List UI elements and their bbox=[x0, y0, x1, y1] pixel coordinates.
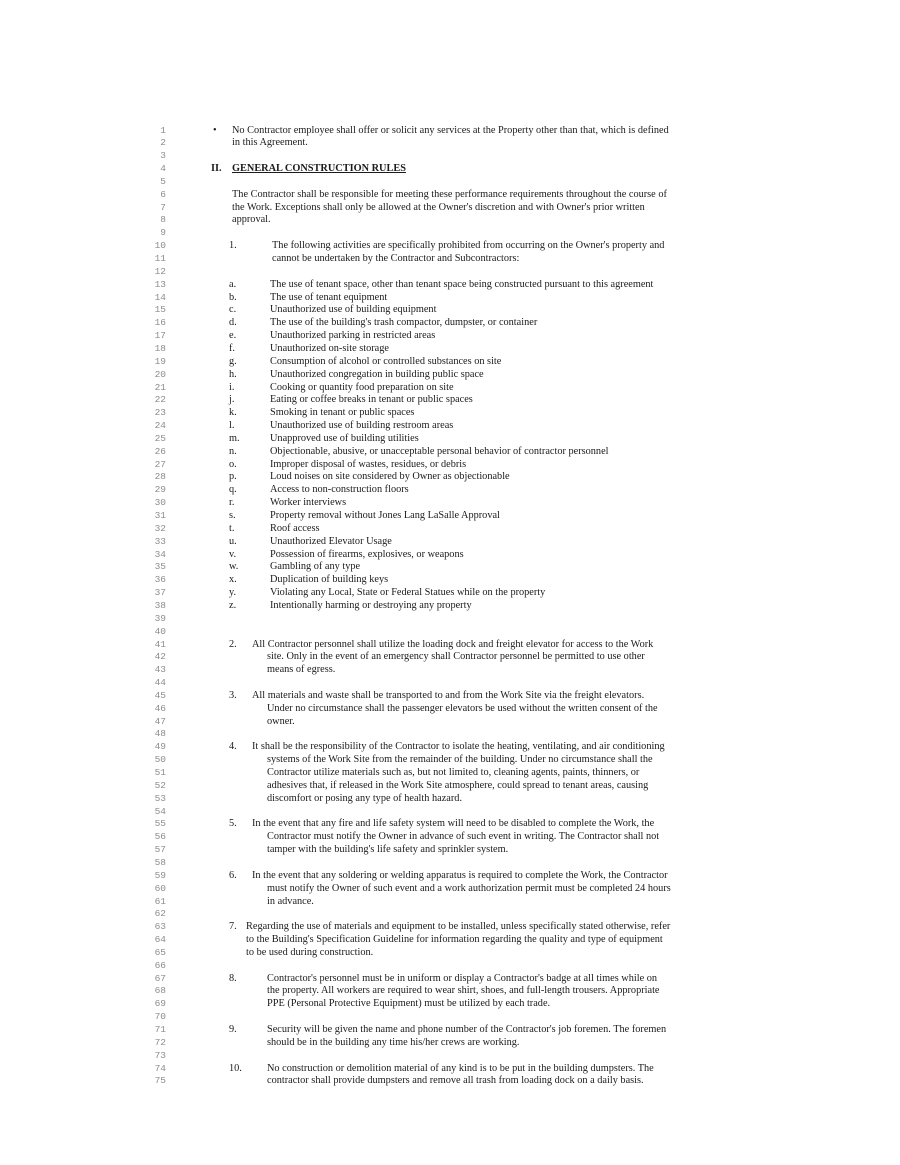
line-number: 47 bbox=[154, 715, 166, 727]
prohibited-item-letter: p. bbox=[229, 471, 237, 483]
prohibited-item-letter: x. bbox=[229, 574, 237, 586]
rule-number: 3. bbox=[229, 689, 237, 701]
line-number: 41 bbox=[154, 638, 166, 650]
prohibited-item-letter: g. bbox=[229, 355, 237, 367]
rule-line: PPE (Personal Protective Equipment) must be utilized by each trade. bbox=[267, 998, 551, 1010]
prohibited-item-letter: e. bbox=[229, 330, 237, 342]
prohibited-item-letter: k. bbox=[229, 407, 237, 419]
line-number: 20 bbox=[154, 368, 166, 380]
line-number: 42 bbox=[154, 651, 166, 663]
prohibited-item-letter: u. bbox=[229, 535, 237, 547]
prohibited-item-text: Intentionally harming or destroying any property bbox=[270, 599, 472, 611]
prohibited-item-letter: f. bbox=[229, 342, 236, 354]
rule-line: Security will be given the name and phone number of the Contractor's job foremen. The foremen bbox=[267, 1024, 667, 1035]
rule-number: 1. bbox=[229, 240, 237, 252]
line-number: 10 bbox=[154, 240, 166, 252]
rule-line: cannot be undertaken by the Contractor and Subcontractors: bbox=[272, 253, 520, 264]
line-number: 48 bbox=[154, 728, 166, 740]
rule-line: adhesives that, if released in the Work Site atmosphere, could spread to tenant areas, causing bbox=[267, 779, 649, 791]
prohibited-item-letter: n. bbox=[229, 445, 237, 457]
line-number: 27 bbox=[154, 458, 166, 470]
rule-line: It shall be the responsibility of the Contractor to isolate the heating, ventilating, and air conditioning bbox=[252, 741, 665, 753]
prohibited-item-text: Unauthorized parking in restricted areas bbox=[270, 330, 436, 342]
rule-line: All Contractor personnel shall utilize the loading dock and freight elevator for access to the Work bbox=[252, 638, 654, 650]
prohibited-item-letter: a. bbox=[229, 278, 237, 290]
rule-line: systems of the Work Site from the remainder of the building. Under no circumstance shall the bbox=[267, 754, 653, 766]
line-number: 64 bbox=[154, 934, 166, 946]
prohibited-item-letter: c. bbox=[229, 304, 237, 316]
rule-line: The following activities are specifically prohibited from occurring on the Owner's property and bbox=[272, 240, 665, 252]
line-number: 62 bbox=[154, 908, 166, 920]
rule-line: to be used during construction. bbox=[246, 946, 374, 958]
rule-line: Contractor's personnel must be in uniform or display a Contractor's badge at all times while on bbox=[267, 972, 658, 984]
line-number: 46 bbox=[154, 702, 166, 714]
line-number: 57 bbox=[154, 844, 166, 856]
rule-line: means of egress. bbox=[267, 664, 336, 676]
line-number: 40 bbox=[154, 625, 166, 637]
intro-line: No Contractor employee shall offer or solicit any services at the Property other than that, which is defined bbox=[232, 124, 669, 136]
rule-number: 8. bbox=[229, 972, 237, 984]
section-intro-line: the Work. Exceptions shall only be allowed at the Owner's discretion and with Owner's prior written bbox=[232, 201, 645, 213]
line-number: 38 bbox=[154, 599, 166, 611]
rule-line: Contractor utilize materials such as, but not limited to, cleaning agents, paints, thinners, or bbox=[267, 767, 640, 778]
prohibited-item-text: Property removal without Jones Lang LaSalle Approval bbox=[270, 510, 500, 521]
line-number: 66 bbox=[154, 959, 166, 971]
rule-line: All materials and waste shall be transported to and from the Work Site via the freight elevators. bbox=[252, 689, 645, 701]
prohibited-item-text: Unauthorized on-site storage bbox=[270, 342, 389, 354]
rule-line: owner. bbox=[267, 715, 295, 727]
prohibited-item-text: Violating any Local, State or Federal Statues while on the property bbox=[270, 587, 546, 599]
prohibited-item-text: Unauthorized congregation in building public space bbox=[270, 368, 484, 380]
prohibited-item-letter: z. bbox=[229, 599, 237, 611]
line-number: 7 bbox=[160, 201, 166, 213]
prohibited-item-text: Consumption of alcohol or controlled substances on site bbox=[270, 355, 502, 367]
prohibited-item-text: Unauthorized use of building equipment bbox=[270, 304, 437, 316]
line-number: 13 bbox=[154, 278, 166, 290]
line-number: 39 bbox=[154, 612, 166, 624]
line-number: 52 bbox=[154, 779, 166, 791]
line-number: 35 bbox=[154, 561, 166, 573]
line-number: 56 bbox=[154, 831, 166, 843]
prohibited-item-text: Unauthorized Elevator Usage bbox=[270, 535, 392, 547]
prohibited-item-letter: o. bbox=[229, 458, 237, 470]
rule-number: 6. bbox=[229, 869, 237, 881]
rule-line: In the event that any fire and life safety system will need to be disabled to complete the Work, the bbox=[252, 818, 655, 830]
line-number: 54 bbox=[154, 805, 166, 817]
rule-line: Contractor must notify the Owner in advance of such event in writing. The Contractor shall not bbox=[267, 831, 660, 843]
line-number: 29 bbox=[154, 484, 166, 496]
rule-line: to the Building's Specification Guideline for information regarding the quality and type of equipment bbox=[246, 934, 663, 946]
prohibited-item-letter: l. bbox=[229, 420, 235, 432]
prohibited-item-text: Cooking or quantity food preparation on site bbox=[270, 381, 454, 393]
line-number: 31 bbox=[154, 510, 166, 521]
rule-line: the property. All workers are required to wear shirt, shoes, and full-length trousers. Appropriate bbox=[267, 985, 660, 997]
line-number: 5 bbox=[160, 175, 166, 187]
prohibited-item-letter: q. bbox=[229, 484, 237, 496]
prohibited-item-text: Smoking in tenant or public spaces bbox=[270, 407, 415, 419]
line-number: 50 bbox=[154, 754, 166, 766]
rule-number: 4. bbox=[229, 741, 237, 753]
line-number: 73 bbox=[154, 1049, 166, 1061]
prohibited-item-text: Duplication of building keys bbox=[270, 574, 389, 586]
rule-line: contractor shall provide dumpsters and remove all trash from loading dock on a daily basis. bbox=[267, 1075, 644, 1087]
prohibited-item-text: Gambling of any type bbox=[270, 561, 361, 573]
rule-line: in advance. bbox=[267, 895, 314, 907]
prohibited-item-letter: y. bbox=[229, 587, 237, 599]
line-number: 11 bbox=[154, 253, 166, 264]
line-number: 55 bbox=[154, 818, 166, 830]
prohibited-item-text: Objectionable, abusive, or unacceptable personal behavior of contractor personnel bbox=[270, 445, 609, 457]
line-number: 74 bbox=[154, 1062, 166, 1074]
prohibited-item-text: Improper disposal of wastes, residues, or debris bbox=[270, 458, 467, 470]
prohibited-item-text: Loud noises on site considered by Owner as objectionable bbox=[270, 471, 510, 483]
line-number: 68 bbox=[154, 985, 166, 997]
rule-line: In the event that any soldering or welding apparatus is required to complete the Work, the Contractor bbox=[252, 869, 668, 881]
line-number: 44 bbox=[154, 677, 166, 689]
line-number: 63 bbox=[154, 921, 166, 933]
prohibited-item-text: Unauthorized use of building restroom areas bbox=[270, 420, 454, 432]
prohibited-item-letter: d. bbox=[229, 317, 237, 329]
prohibited-item-letter: r. bbox=[229, 497, 235, 509]
prohibited-item-text: Access to non-construction floors bbox=[270, 484, 409, 496]
line-number: 36 bbox=[154, 574, 166, 586]
prohibited-item-text: Eating or coffee breaks in tenant or public spaces bbox=[270, 394, 473, 406]
rule-number: 9. bbox=[229, 1024, 237, 1035]
rule-line: No construction or demolition material of any kind is to be put in the building dumpsters. The bbox=[267, 1062, 654, 1074]
line-number: 71 bbox=[154, 1024, 166, 1035]
line-number: 75 bbox=[154, 1075, 166, 1087]
rule-number: 10. bbox=[229, 1062, 242, 1074]
line-number: 3 bbox=[160, 150, 166, 162]
line-number: 9 bbox=[160, 227, 166, 239]
line-number: 43 bbox=[154, 664, 166, 676]
intro-line: in this Agreement. bbox=[232, 137, 308, 149]
line-number: 24 bbox=[154, 420, 166, 432]
line-number: 6 bbox=[160, 188, 166, 200]
line-number: 23 bbox=[154, 407, 166, 419]
rule-line: discomfort or posing any type of health hazard. bbox=[267, 792, 463, 804]
prohibited-item-letter: s. bbox=[229, 510, 236, 521]
line-number: 60 bbox=[154, 882, 166, 894]
prohibited-item-letter: v. bbox=[229, 548, 237, 560]
line-number: 28 bbox=[154, 471, 166, 483]
line-number: 2 bbox=[160, 137, 166, 149]
line-number: 8 bbox=[160, 214, 166, 226]
line-number: 34 bbox=[154, 548, 166, 560]
section-intro-line: The Contractor shall be responsible for meeting these performance requirements throughout the course of bbox=[232, 188, 667, 200]
section-intro-line: approval. bbox=[232, 214, 271, 226]
rule-line: tamper with the building's life safety and sprinkler system. bbox=[267, 844, 509, 856]
prohibited-item-text: The use of tenant equipment bbox=[270, 291, 388, 303]
line-number: 22 bbox=[154, 394, 166, 406]
prohibited-item-letter: i. bbox=[229, 381, 235, 393]
prohibited-item-letter: j. bbox=[229, 394, 235, 406]
line-number: 32 bbox=[154, 522, 166, 534]
rule-line: Regarding the use of materials and equipment to be installed, unless specifically stated otherwise, refer bbox=[246, 921, 671, 933]
prohibited-item-text: The use of the building's trash compactor, dumpster, or container bbox=[270, 317, 538, 329]
line-number: 53 bbox=[154, 792, 166, 804]
prohibited-item-text: Unapproved use of building utilities bbox=[270, 432, 419, 444]
line-number: 16 bbox=[154, 317, 166, 329]
line-number: 49 bbox=[154, 741, 166, 753]
line-number: 12 bbox=[154, 265, 166, 277]
section-number: II. bbox=[211, 163, 222, 175]
line-number: 14 bbox=[154, 291, 166, 303]
line-number: 15 bbox=[154, 304, 166, 316]
line-number: 58 bbox=[154, 856, 166, 868]
line-number: 61 bbox=[154, 895, 166, 907]
line-number: 51 bbox=[154, 767, 166, 778]
prohibited-item-letter: w. bbox=[229, 561, 239, 573]
line-number: 17 bbox=[154, 330, 166, 342]
bullet-symbol: • bbox=[213, 124, 217, 136]
line-number: 25 bbox=[154, 432, 166, 444]
line-number: 21 bbox=[154, 381, 166, 393]
line-number: 30 bbox=[154, 497, 166, 509]
section-heading: GENERAL CONSTRUCTION RULES bbox=[232, 163, 406, 175]
line-number: 19 bbox=[154, 355, 166, 367]
rule-number: 2. bbox=[229, 638, 237, 650]
line-number: 67 bbox=[154, 972, 166, 984]
line-number: 72 bbox=[154, 1036, 166, 1048]
line-number: 70 bbox=[154, 1011, 166, 1023]
rule-line: Under no circumstance shall the passenger elevators be used without the written consent of the bbox=[267, 702, 658, 714]
prohibited-item-text: Roof access bbox=[270, 522, 320, 534]
prohibited-item-text: The use of tenant space, other than tenant space being constructed pursuant to this agreement bbox=[270, 278, 654, 290]
prohibited-item-letter: m. bbox=[229, 432, 240, 444]
line-number: 45 bbox=[154, 689, 166, 701]
prohibited-item-letter: h. bbox=[229, 368, 237, 380]
line-number: 4 bbox=[160, 163, 166, 175]
line-number: 69 bbox=[154, 998, 166, 1010]
rule-line: must notify the Owner of such event and a work authorization permit must be completed 24 hours bbox=[267, 882, 671, 894]
line-number: 65 bbox=[154, 946, 166, 958]
rule-line: site. Only in the event of an emergency shall Contractor personnel be permitted to use other bbox=[267, 651, 645, 663]
line-number: 59 bbox=[154, 869, 166, 881]
prohibited-item-text: Possession of firearms, explosives, or weapons bbox=[270, 548, 464, 560]
line-number: 1 bbox=[160, 124, 166, 136]
line-number: 26 bbox=[154, 445, 166, 457]
line-number: 37 bbox=[154, 587, 166, 599]
rule-number: 5. bbox=[229, 818, 237, 830]
prohibited-item-letter: b. bbox=[229, 291, 237, 303]
rule-number: 7. bbox=[229, 921, 237, 933]
line-number: 18 bbox=[154, 342, 166, 354]
prohibited-item-letter: t. bbox=[229, 522, 235, 534]
line-number: 33 bbox=[154, 535, 166, 547]
prohibited-item-text: Worker interviews bbox=[270, 497, 347, 509]
rule-line: should be in the building any time his/her crews are working. bbox=[267, 1036, 520, 1048]
